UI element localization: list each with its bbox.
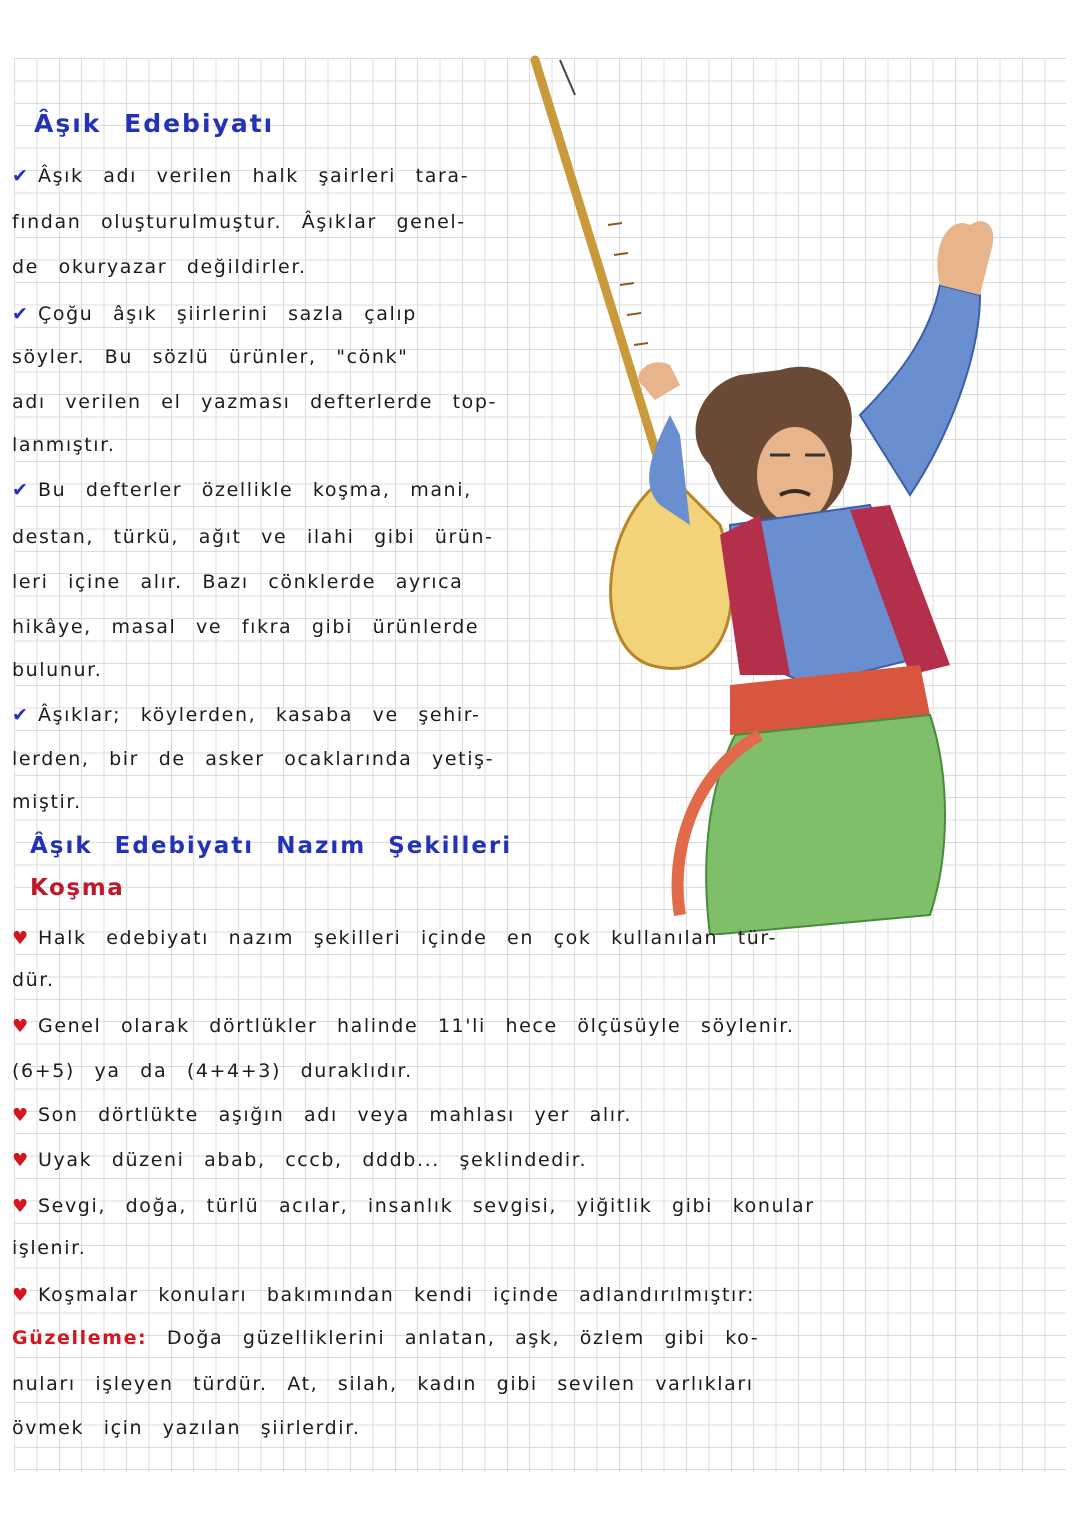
line-text: Çoğu âşık şiirlerini sazla çalıp <box>38 303 417 325</box>
text-line <box>12 1146 587 1175</box>
line-text: leri içine alır. Bazı cönklerde ayrıca <box>12 571 464 593</box>
line-text: lerden, bir de asker ocaklarında yetiş- <box>12 748 495 770</box>
text-line <box>12 1192 815 1221</box>
heart-icon: ♥ <box>12 1016 30 1037</box>
text-line <box>12 1057 413 1085</box>
line-text: lanmıştır. <box>12 434 116 456</box>
subheading-kosma: Koşma <box>30 875 125 901</box>
text-line <box>12 253 307 281</box>
line-text: nuları işleyen türdür. At, silah, kadın gibi sevilen varlıkları <box>12 1373 754 1395</box>
line-text: Bu defterler özellikle koşma, mani, <box>38 479 472 501</box>
line-text: dür. <box>12 969 55 991</box>
line-text: söyler. Bu sözlü ürünler, "cönk" <box>12 346 409 368</box>
text-line <box>12 656 102 684</box>
line-text: Koşmalar konuları bakımından kendi içinde adlandırılmıştır: <box>38 1284 755 1306</box>
section-heading: Âşık Edebiyatı Nazım Şekilleri <box>30 833 513 859</box>
line-text: Doğa güzelliklerini anlatan, aşk, özlem gibi ko- <box>147 1327 760 1349</box>
line-text: hikâye, masal ve fıkra gibi ürünlerde <box>12 616 480 638</box>
heart-icon: ♥ <box>12 1196 30 1217</box>
text-line <box>12 1101 632 1130</box>
line-text: miştir. <box>12 791 82 813</box>
checkmark-icon: ✔ <box>12 165 30 187</box>
text-line <box>12 1370 754 1398</box>
heart-icon: ♥ <box>12 1150 30 1171</box>
line-text: Sevgi, doğa, türlü acılar, insanlık sevgisi, yiğitlik gibi konular <box>38 1195 815 1217</box>
checkmark-icon: ✔ <box>12 303 30 325</box>
line-text: Âşık adı verilen halk şairleri tara- <box>38 165 470 187</box>
text-line <box>12 1012 795 1041</box>
text-line <box>12 966 55 994</box>
text-line <box>12 613 479 641</box>
line-text: Halk edebiyatı nazım şekilleri içinde en çok kullanılan tür- <box>38 927 778 949</box>
line-text: (6+5) ya da (4+4+3) duraklıdır. <box>12 1060 413 1082</box>
text-line <box>12 1281 755 1310</box>
heart-icon: ♥ <box>12 928 30 949</box>
text-line <box>12 388 497 416</box>
text-line <box>12 568 463 596</box>
line-text: adı verilen el yazması defterlerde top- <box>12 391 498 413</box>
text-line <box>12 1324 759 1352</box>
line-text: destan, türkü, ağıt ve ilahi gibi ürün- <box>12 526 494 548</box>
line-text: fından oluşturulmuştur. Âşıklar genel- <box>12 211 466 233</box>
saz-player-illustration <box>530 55 1050 935</box>
line-text: övmek için yazılan şiirlerdir. <box>12 1417 361 1439</box>
text-line <box>12 300 417 328</box>
text-line <box>12 162 469 190</box>
text-line <box>12 476 472 504</box>
text-line <box>12 343 408 371</box>
checkmark-icon: ✔ <box>12 479 30 501</box>
text-line <box>12 788 82 816</box>
line-text: Son dörtlükte aşığın adı veya mahlası yer alır. <box>38 1104 632 1126</box>
text-line <box>12 523 494 551</box>
text-line <box>12 208 466 236</box>
term-label: Güzelleme: <box>12 1327 148 1349</box>
line-text: Uyak düzeni abab, cccb, dddb... şeklindedir. <box>38 1149 588 1171</box>
line-text: bulunur. <box>12 659 103 681</box>
text-line <box>12 701 480 729</box>
line-text: işlenir. <box>12 1237 87 1259</box>
heart-icon: ♥ <box>12 1285 30 1306</box>
line-text: Genel olarak dörtlükler halinde 11'li hece ölçüsüyle söylenir. <box>38 1015 795 1037</box>
line-text: de okuryazar değildirler. <box>12 256 307 278</box>
text-line <box>12 1414 361 1442</box>
text-line <box>12 745 494 773</box>
checkmark-icon: ✔ <box>12 704 30 726</box>
text-line <box>12 1234 86 1262</box>
line-text: Âşıklar; köylerden, kasaba ve şehir- <box>38 704 481 726</box>
text-line <box>12 431 116 459</box>
text-line <box>12 924 777 953</box>
heart-icon: ♥ <box>12 1105 30 1126</box>
page-title: Âşık Edebiyatı <box>34 109 275 138</box>
